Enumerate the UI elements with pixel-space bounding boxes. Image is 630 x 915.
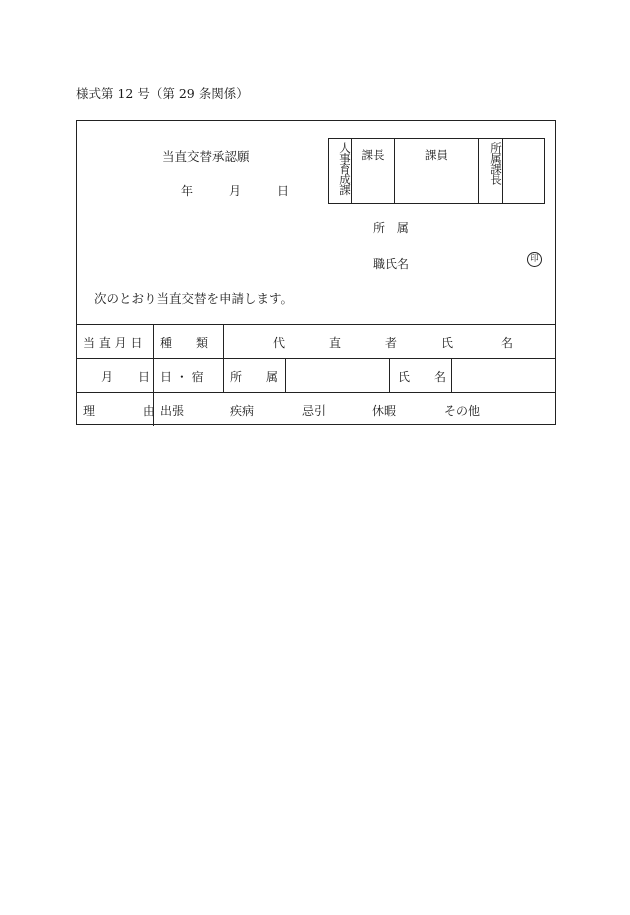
table-row-header	[77, 324, 555, 358]
cell-duty-date-value[interactable]	[77, 359, 153, 392]
duty-date-header: 当 直 月 日	[83, 336, 143, 350]
applicant-name-label: 職氏名	[373, 257, 410, 271]
table-row-reason	[77, 392, 555, 426]
sub-name-field[interactable]	[451, 359, 555, 392]
approval-staff-label: 課員	[425, 148, 448, 162]
type-day-night-option: 日 ・ 宿	[160, 370, 204, 384]
table-row-values	[77, 358, 555, 392]
reason-label: 理 由	[83, 404, 156, 418]
substitute-header-char: 氏	[441, 336, 454, 350]
date-year-label: 年	[181, 184, 194, 198]
approval-cell-staff[interactable]	[394, 139, 478, 203]
request-statement: 次のとおり当直交替を申請します。	[94, 291, 294, 306]
approval-cell-section-chief[interactable]	[351, 139, 394, 203]
cell-type-value[interactable]	[153, 359, 223, 392]
approval-cell-dept-chief-label	[478, 139, 502, 203]
reason-option-leave[interactable]: 休暇	[372, 404, 397, 418]
seal-mark-icon: 印	[527, 252, 542, 267]
approval-cell-dept-chief-stamp[interactable]	[502, 139, 544, 203]
sub-name-label: 氏 名	[398, 370, 447, 384]
duty-month-label: 月	[101, 370, 114, 384]
substitute-header-char: 者	[385, 336, 398, 350]
approval-dept-chief-label: 所属課長	[489, 142, 503, 184]
reason-option-other[interactable]: その他	[444, 404, 481, 418]
reason-option-business-trip[interactable]: 出張	[160, 404, 185, 418]
applicant-affiliation-label: 所 属	[373, 221, 409, 235]
form-code: 様式第 12 号（第 29 条関係）	[76, 86, 249, 101]
cell-sub-affiliation-label	[223, 359, 285, 392]
sub-affiliation-field[interactable]	[285, 359, 389, 392]
approval-section-chief-label: 課長	[361, 148, 385, 162]
substitute-header-char: 直	[329, 336, 342, 350]
substitute-header-char: 名	[501, 336, 514, 350]
type-header: 種 類	[160, 336, 209, 350]
date-month-label: 月	[229, 184, 242, 198]
cell-reason-label	[77, 393, 156, 426]
cell-reason-options	[153, 393, 555, 426]
form-title: 当直交替承認願	[162, 149, 250, 164]
request-form	[76, 120, 556, 425]
approval-stamp-box	[328, 138, 545, 204]
substitute-header-char: 代	[273, 336, 286, 350]
cell-sub-name-label	[389, 359, 451, 392]
cell-substitute-header	[223, 325, 555, 358]
reason-option-illness[interactable]: 疾病	[230, 404, 255, 418]
approval-hr-dept-label: 人事育成課	[338, 142, 352, 195]
duty-day-label: 日	[138, 370, 151, 384]
date-day-label: 日	[277, 184, 290, 198]
reason-option-bereavement[interactable]: 忌引	[302, 404, 327, 418]
sub-affiliation-label: 所 属	[230, 370, 279, 384]
approval-cell-hr-dept	[329, 139, 351, 203]
cell-type-header	[153, 325, 223, 358]
cell-duty-date-header	[77, 325, 153, 358]
